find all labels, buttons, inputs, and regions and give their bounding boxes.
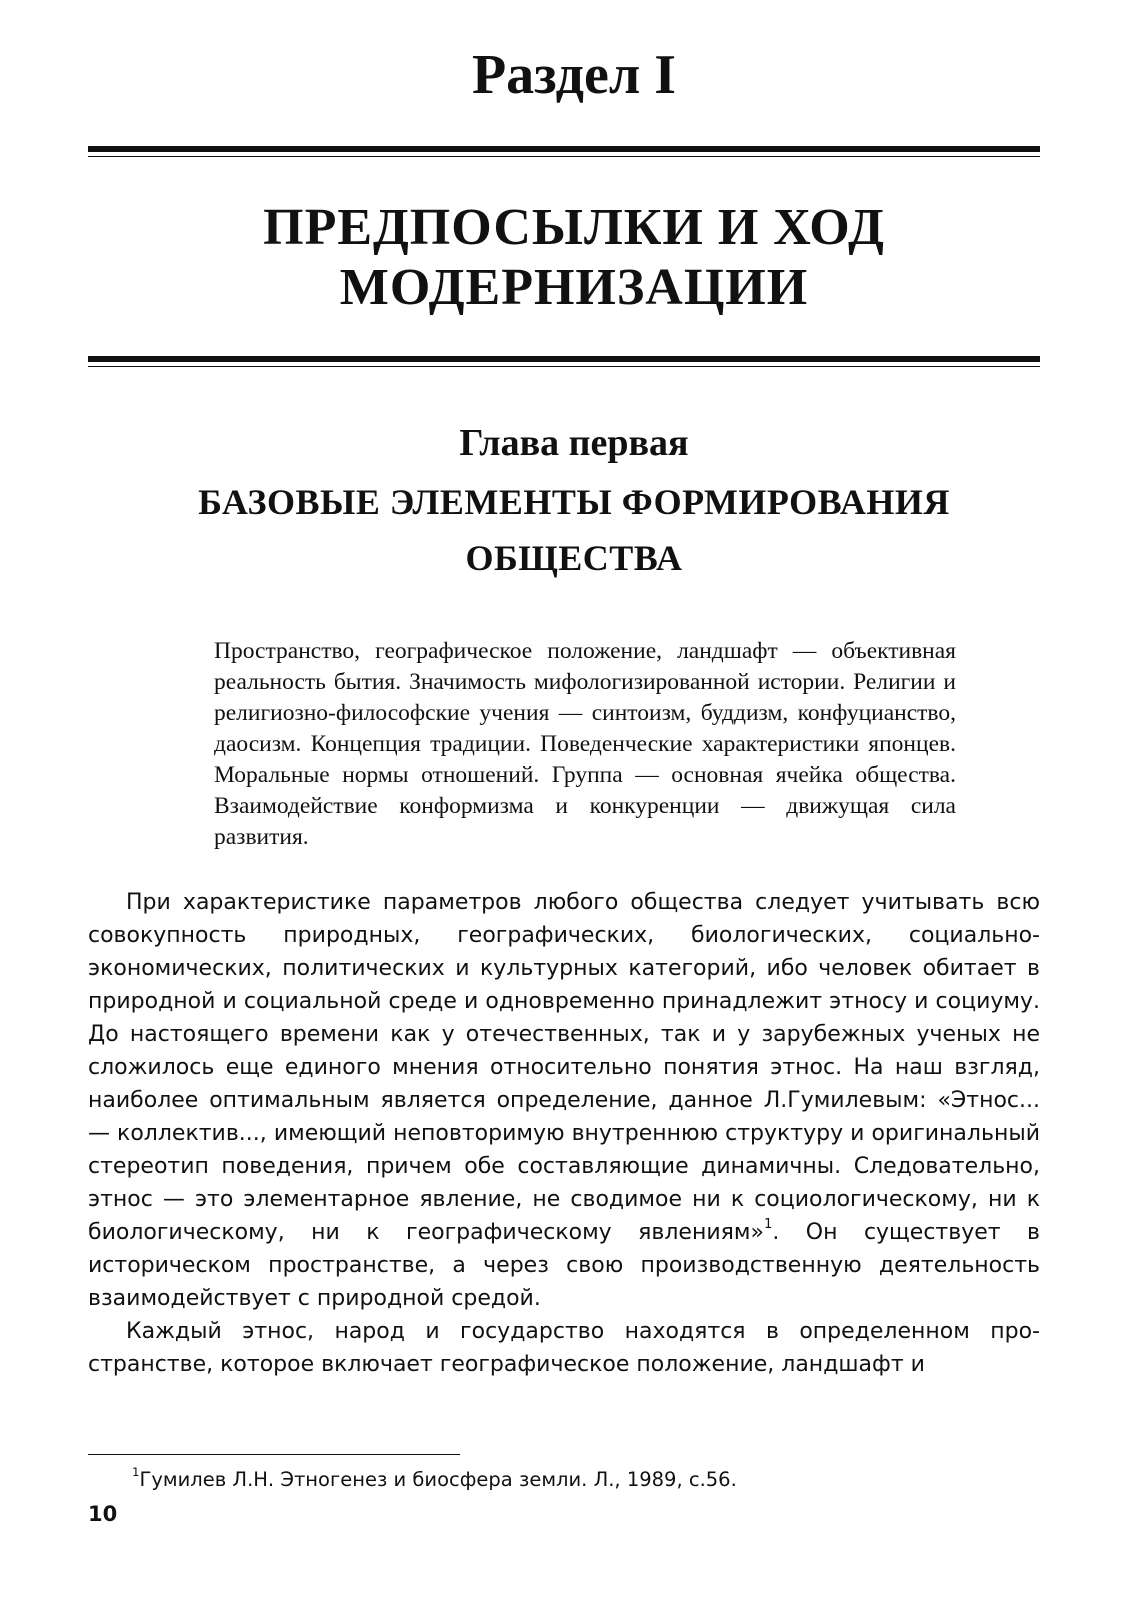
part-title-line-1: ПРЕДПОСЫЛКИ И ХОД xyxy=(263,199,885,256)
body-text xyxy=(88,886,1040,1381)
thin-rule xyxy=(88,156,1040,157)
part-title xyxy=(0,198,1148,318)
section-title: Раздел I xyxy=(471,44,677,106)
footnote-separator xyxy=(88,1454,460,1455)
chapter-title-line-1: БАЗОВЫЕ ЭЛЕМЕНТЫ ФОРМИРОВАНИЯ xyxy=(198,482,950,522)
chapter-title xyxy=(0,474,1148,586)
footnote-text: Гумилев Л.Н. Этногенез и биосфера земли. Л., 1989, с.56. xyxy=(139,1468,737,1491)
chapter-number: Глава первая xyxy=(459,422,689,464)
paragraph-1-text: При характеристике параметров любого общества следует учитывать всю совокупность природных, географических, биологических, социально-экономических, политических и культурных категорий, ибо человек обитает в природной и социальной среде и одновременно принадлежит этносу и социуму. До настоящего времени как у отечественных, так и у зарубежных ученых не сложилось еще единого мнения относительно понятия этнос. На наш взгляд, наиболее оптимальным является определение, данное Л.Гумилевым: «Этнос... — коллектив..., имеющий неповторимую внутреннюю структуру и оригинальный стереотип поведения, причем обе составляющие динамичны. Следовательно, этнос — это элементарное явление, не сводимое ни к социологическому, ни к биологическому, ни к географическому явлениям» xyxy=(88,890,1040,1245)
chapter-title-line-2: ОБЩЕСТВА xyxy=(465,538,683,578)
part-title-line-2: МОДЕРНИЗАЦИИ xyxy=(339,259,809,316)
bottom-double-rule xyxy=(88,356,1040,367)
paragraph-1 xyxy=(88,886,1040,1315)
thin-rule xyxy=(88,366,1040,367)
thick-rule xyxy=(88,146,1040,152)
chapter-abstract: Пространство, географическое положение, ландшафт — объективная реальность бытия. Значимость мифологизированной истории. Религии и религиозно-философские учения — синтоизм, буддизм, конфуцианство, даосизм. Концепция традиции. Поведенческие характеристики японцев. Моральные нормы отношений. Группа — основная ячейка общества. Взаимодействие конформизма и конкуренции — движущая сила развития. xyxy=(214,638,956,850)
paragraph-1-text-end: . Он существует в историческом пространстве, а через свою производственную деятельность взаимодействует с природной средой. xyxy=(88,1220,1040,1311)
top-double-rule xyxy=(88,146,1040,157)
footnote-reference[interactable]: 1 xyxy=(763,1217,773,1233)
footnote-marker: 1 xyxy=(132,1465,140,1480)
paragraph-2: Каждый этнос, народ и государство находятся в определенном пространстве, которое включает географическое положение, ландшафт и xyxy=(88,1319,1040,1377)
page-number: 10 xyxy=(88,1502,118,1526)
thick-rule xyxy=(88,356,1040,362)
footnote xyxy=(132,1466,1032,1494)
